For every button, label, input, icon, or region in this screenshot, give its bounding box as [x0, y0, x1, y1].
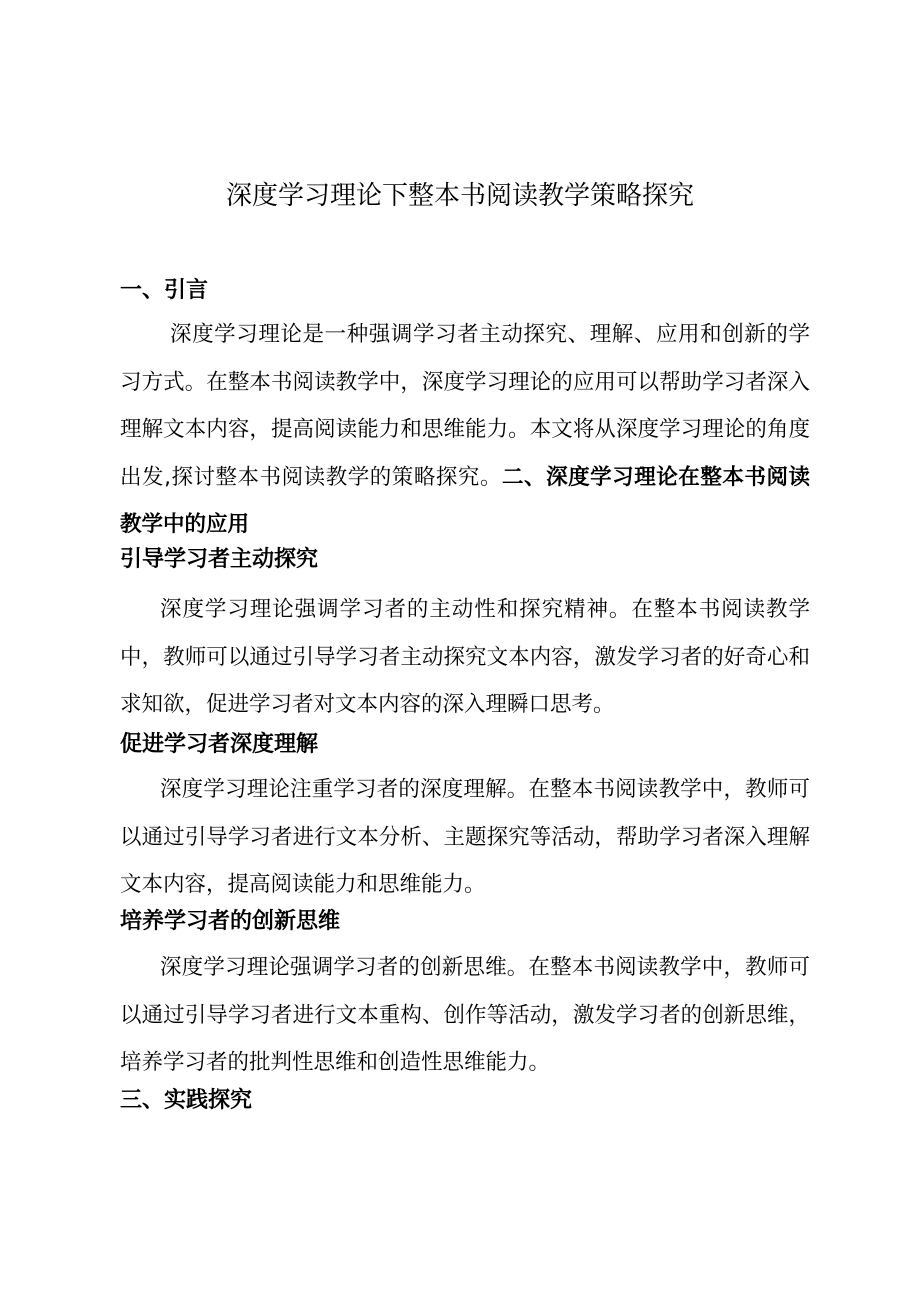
active-exploration-paragraph: 深度学习理论强调学习者的主动性和探究精神。在整本书阅读教学中，教师可以通过引导学习者主动探究文本内容，激发学习者的好奇心和求知欲，促进学习者对文本内容的深入理瞬口思考。	[120, 597, 810, 717]
section-heading-practice: 三、实践探究	[120, 1088, 253, 1113]
section-heading-application: 二、深度学习理论	[502, 464, 679, 490]
document-title: 深度学习理论下整本书阅读教学策略探究	[225, 181, 694, 211]
subsection-heading-deep-understanding: 促进学习者深度理解	[120, 732, 319, 757]
deep-understanding-paragraph: 深度学习理论注重学习者的深度理解。在整本书阅读教学中，教师可以通过引导学习者进行文本分析、主题探究等活动，帮助学习者深入理解文本内容，提高阅读能力和思维能力。	[120, 777, 810, 897]
subsection-heading-active-exploration: 引导学习者主动探究	[120, 547, 319, 572]
section-heading-introduction: 一、引言	[120, 278, 209, 303]
introduction-paragraph	[120, 311, 810, 549]
introduction-paragraph-text: 深度学习理论是一种强调学习者主动探究、理解、应用和创新的学习方式。在整本书阅读教学中，深度学习理论的应用可以帮助学习者深入理解文本内容，提高阅读能力和思维能力。本文将从深度学习理论的角度出发,探讨整本书阅读教学的策略探究。	[120, 322, 810, 490]
section-heading-application-continued: 在整本书阅读教学中的应用	[120, 464, 810, 537]
subsection-heading-innovative-thinking: 培养学习者的创新思维	[120, 909, 341, 934]
innovative-thinking-paragraph: 深度学习理论强调学习者的创新思维。在整本书阅读教学中，教师可以通过引导学习者进行文本重构、创作等活动，激发学习者的创新思维，培养学习者的批判性思维和创造性思维能力。	[120, 955, 810, 1075]
